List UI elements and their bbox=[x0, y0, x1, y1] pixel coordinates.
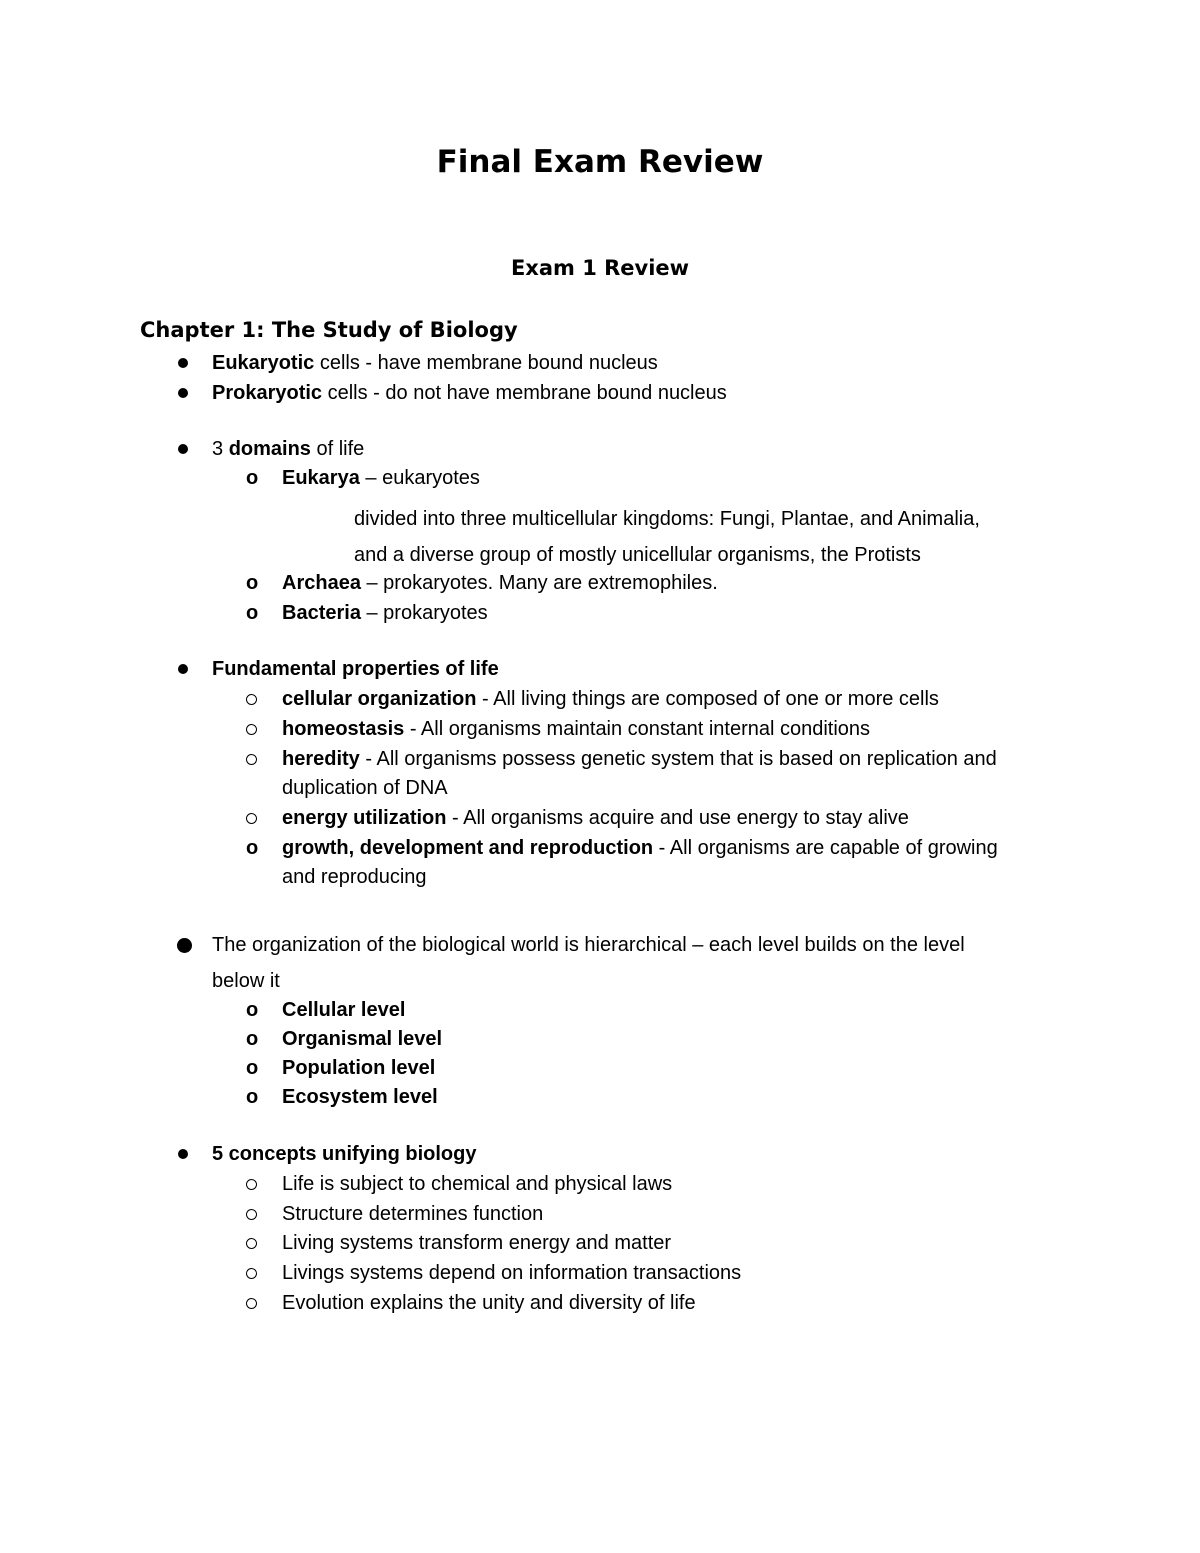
list-item: heredity - All organisms possess genetic system that is based on replication and bbox=[282, 748, 997, 770]
list-item: Eukaryotic cells - have membrane bound nucleus bbox=[212, 352, 658, 374]
list-item-continuation: below it bbox=[212, 970, 280, 992]
list-heading: Fundamental properties of life bbox=[212, 658, 499, 680]
list-item: Evolution explains the unity and diversity of life bbox=[282, 1292, 696, 1314]
section-subtitle: Exam 1 Review bbox=[510, 256, 690, 280]
list-item: The organization of the biological world is hierarchical – each level builds on the level bbox=[212, 934, 965, 956]
list-item: energy utilization - All organisms acquire and use energy to stay alive bbox=[282, 807, 909, 829]
list-item: Living systems transform energy and matter bbox=[282, 1232, 672, 1254]
list-item: Prokaryotic cells - do not have membrane bound nucleus bbox=[212, 382, 727, 404]
list-item: Life is subject to chemical and physical laws bbox=[282, 1173, 673, 1195]
list-heading: 5 concepts unifying biology bbox=[212, 1143, 477, 1165]
list-item-continuation: duplication of DNA bbox=[282, 777, 448, 799]
note-text: and a diverse group of mostly unicellular organisms, the Protists bbox=[354, 544, 921, 566]
document-page: Final Exam Review Exam 1 Review Chapter 1: The Study of Biology Eukaryotic cells - have membrane bound nucleus Prokaryotic cells - do not have membrane bound nucleus 3 domains of life o Eukarya – eukaryotes divided into three multicellular kingdoms: Fungi, Plantae, and Animalia, and a diverse group of mostly unicellular organisms, the Protists o Archaea – prokaryotes. Many are extremophiles. o Bacteria – prokaryotes Fundamental properties of life cellular organization - All living things are composed of one or more cells homeostasis - All organisms maintain constant internal conditions heredity - All organisms possess genetic system that is based on replication and duplication of DNA energy utilization - All organisms acquire and use energy to stay alive o growth, development and reproduction - All organisms are capable of growing and reproducing The organization of the biological world is hierarchical – each level builds on the level below it o Cellular level o Organismal level o Population level o Ecosystem level 5 concepts unifying biology Life is subject to chemical and physical laws Structure determines function Living systems transform energy and matter Livings systems depend on information transactions Evolution explains the unity and diversity of life bbox=[0, 0, 1200, 1553]
list-item: Archaea – prokaryotes. Many are extremophiles. bbox=[282, 572, 718, 594]
list-item: homeostasis - All organisms maintain constant internal conditions bbox=[282, 718, 871, 740]
list-item: Cellular level bbox=[282, 999, 406, 1021]
list-item: Structure determines function bbox=[282, 1203, 544, 1225]
list-item: Ecosystem level bbox=[282, 1086, 438, 1108]
list-item: Organismal level bbox=[282, 1028, 443, 1050]
list-item-continuation: and reproducing bbox=[282, 866, 427, 888]
list-item: 3 domains of life bbox=[212, 438, 365, 460]
page-title: Final Exam Review bbox=[436, 144, 764, 180]
list-item: growth, development and reproduction - All organisms are capable of growing bbox=[282, 837, 998, 859]
chapter-heading: Chapter 1: The Study of Biology bbox=[140, 318, 518, 342]
list-item: Population level bbox=[282, 1057, 436, 1079]
list-item: cellular organization - All living things are composed of one or more cells bbox=[282, 688, 939, 710]
list-item: Livings systems depend on information transactions bbox=[282, 1262, 742, 1284]
note-text: divided into three multicellular kingdoms: Fungi, Plantae, and Animalia, bbox=[354, 508, 980, 530]
list-item: Bacteria – prokaryotes bbox=[282, 602, 488, 624]
list-item: Eukarya – eukaryotes bbox=[282, 467, 480, 489]
